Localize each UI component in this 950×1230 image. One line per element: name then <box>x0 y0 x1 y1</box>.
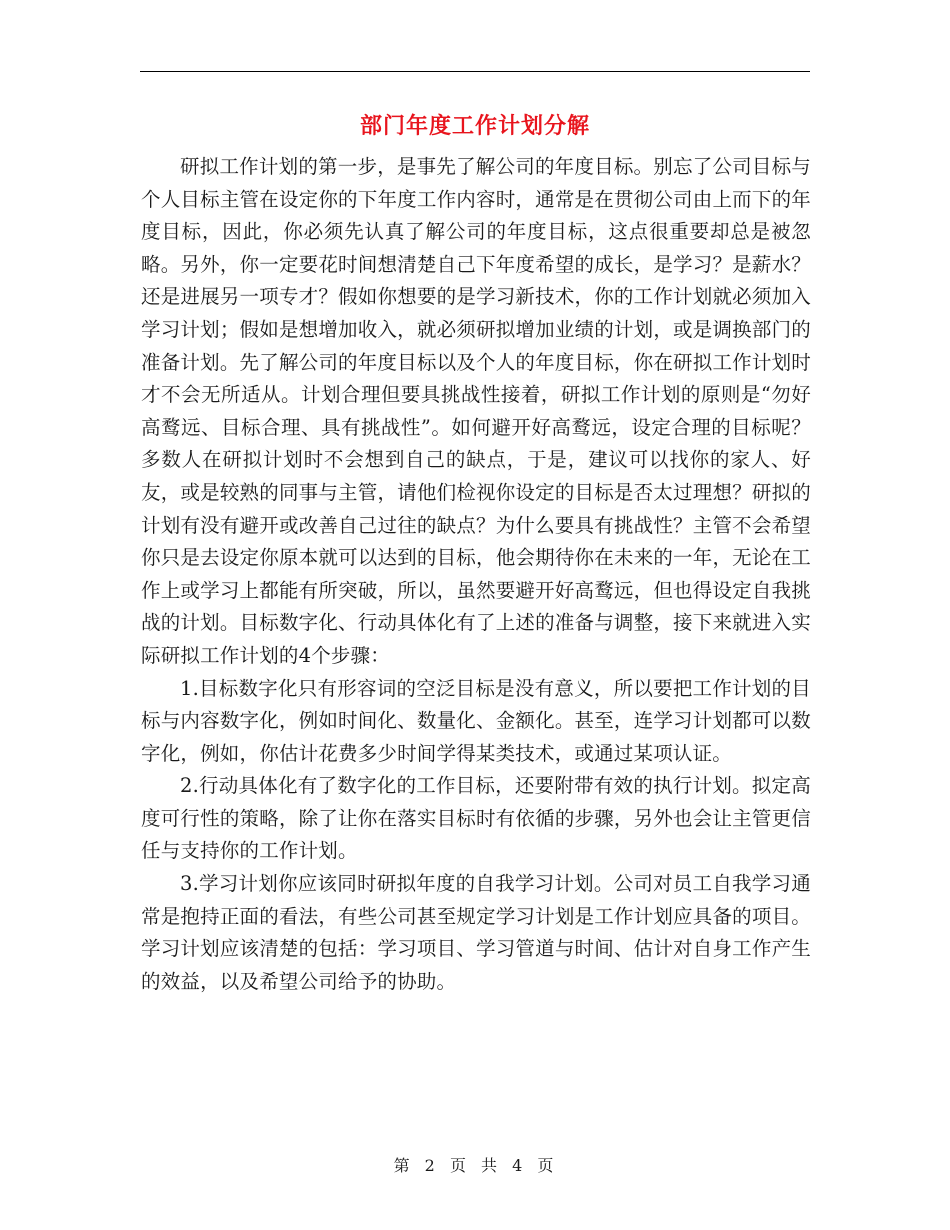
page-number-footer: 第 2 页 共 4 页 <box>393 1156 557 1175</box>
paragraph-step-3: 3.学习计划你应该同时研拟年度的自我学习计划。公司对员工自我学习通常是抱持正面的看法，有些公司甚至规定学习计划是工作计划应具备的项目。学习计划应该清楚的包括：学习项目、学习管道与时间、估计对自身工作产生的效益，以及希望公司给予的协助。 <box>141 872 811 993</box>
document-title: 部门年度工作计划分解 <box>359 113 590 139</box>
paragraph-step-1: 1.目标数字化只有形容词的空泛目标是没有意义，所以要把工作计划的目标与内容数字化，例如时间化、数量化、金额化。甚至，连学习计划都可以数字化，例如，你估计花费多少时间学得某类技术，或通过某项认证。 <box>141 676 811 765</box>
paragraph-step-2: 2.行动具体化有了数字化的工作目标，还要附带有效的执行计划。拟定高度可行性的策略，除了让你在落实目标时有依循的步骤，另外也会让主管更信任与支持你的工作计划。 <box>141 774 811 863</box>
document-body <box>141 151 811 998</box>
header-rule <box>140 71 810 72</box>
paragraph-intro: 研拟工作计划的第一步，是事先了解公司的年度目标。别忘了公司目标与个人目标主管在设定你的下年度工作内容时，通常是在贯彻公司由上而下的年度目标，因此，你必须先认真了解公司的年度目标，这点很重要却总是被忽略。另外，你一定要花时间想清楚自己下年度希望的成长，是学习？是薪水？还是进展另一项专才？假如你想要的是学习新技术，你的工作计划就必须加入学习计划；假如是想增加收入，就必须研拟增加业绩的计划，或是调换部门的准备计划。先了解公司的年度目标以及个人的年度目标，你在研拟工作计划时才不会无所适从。计划合理但要具挑战性接着，研拟工作计划的原则是“勿好高鹜远、目标合理、具有挑战性”。如何避开好高鹜远，设定合理的目标呢？多数人在研拟计划时不会想到自己的缺点，于是，建议可以找你的家人、好友，或是较熟的同事与主管，请他们检视你设定的目标是否太过理想？研拟的计划有没有避开或改善自己过往的缺点？为什么要具有挑战性？主管不会希望你只是去设定你原本就可以达到的目标，他会期待你在未来的一年，无论在工作上或学习上都能有所突破，所以，虽然要避开好高鹜远，但也得设定自我挑战的计划。目标数字化、行动具体化有了上述的准备与调整，接下来就进入实际研拟工作计划的4个步骤： <box>141 155 811 667</box>
